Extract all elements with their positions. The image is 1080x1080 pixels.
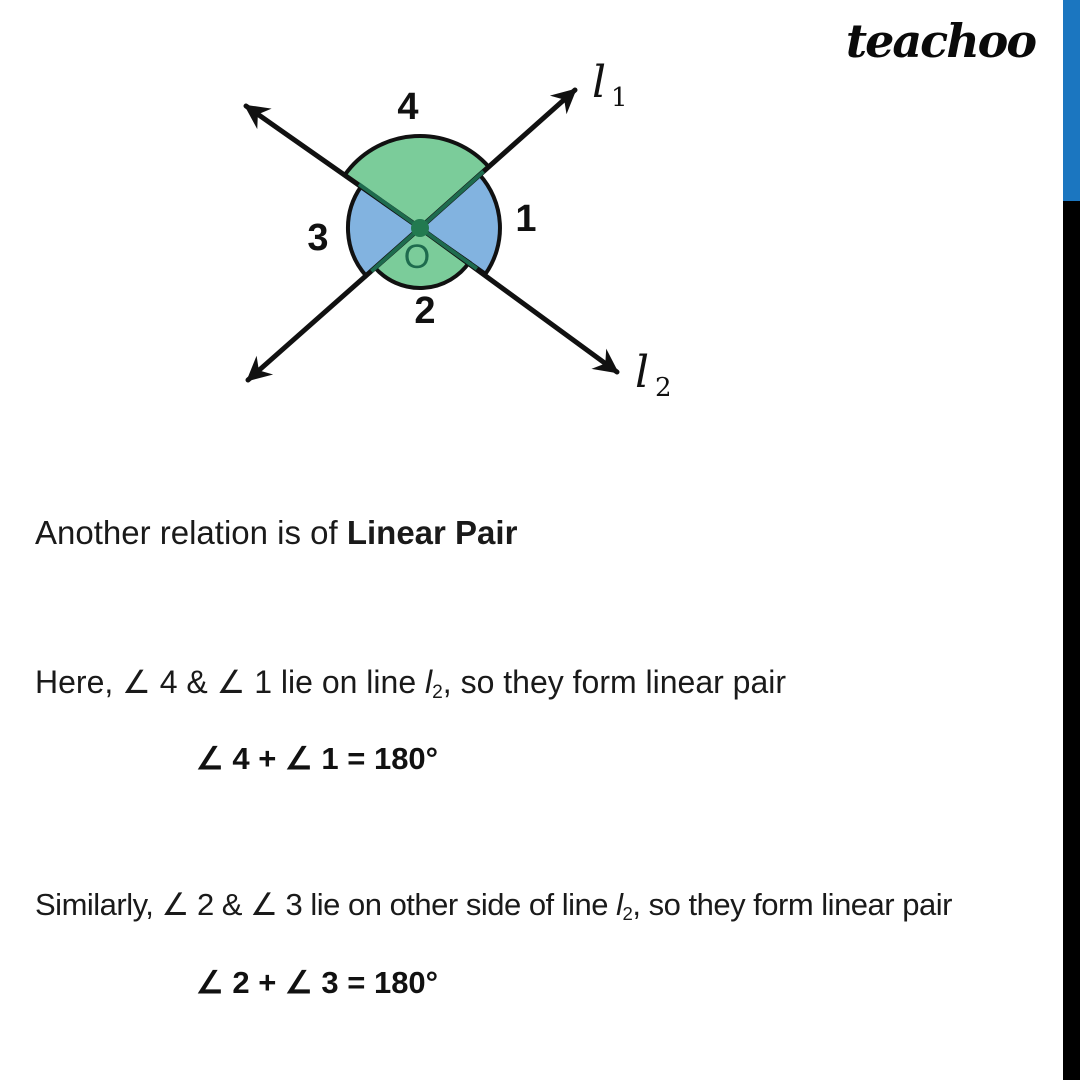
here-line-letter: l	[425, 664, 433, 700]
label-line-l2-subscript: 2	[655, 373, 672, 403]
label-line-l2: l	[635, 347, 650, 398]
here-pre-text: Here, ∠ 4 & ∠ 1 lie on line	[35, 664, 425, 700]
equation-1: ∠ 4 + ∠ 1 = 180°	[196, 741, 439, 776]
label-origin-O: O	[403, 238, 431, 276]
vertex-dot	[411, 219, 429, 237]
teachoo-logo: teachoo	[845, 14, 1035, 68]
right-accent-bar-black	[1063, 201, 1080, 1080]
here-line	[35, 663, 786, 701]
label-angle-4: 4	[397, 86, 419, 128]
similarly-pre-text: Similarly, ∠ 2 & ∠ 3 lie on other side of line	[35, 887, 617, 922]
label-line-l1: l	[592, 57, 607, 108]
linear-pair-diagram	[0, 0, 720, 430]
label-angle-2: 2	[414, 290, 436, 332]
intro-normal-text: Another relation is of	[35, 514, 347, 551]
here-post-text: , so they form linear pair	[442, 664, 787, 700]
label-angle-1: 1	[515, 198, 537, 240]
here-line-subscript: 2	[432, 681, 443, 703]
label-line-l1-subscript: 1	[611, 83, 628, 113]
similarly-line-letter: l	[616, 887, 623, 922]
intro-bold-text: Linear Pair	[346, 514, 518, 551]
similarly-post-text: , so they form linear pair	[632, 887, 952, 922]
right-accent-bar-blue	[1063, 0, 1080, 201]
intro-line	[35, 514, 517, 552]
similarly-line-subscript: 2	[622, 902, 633, 924]
similarly-line	[35, 887, 952, 923]
equation-2: ∠ 2 + ∠ 3 = 180°	[196, 965, 439, 1000]
label-angle-3: 3	[307, 217, 329, 259]
